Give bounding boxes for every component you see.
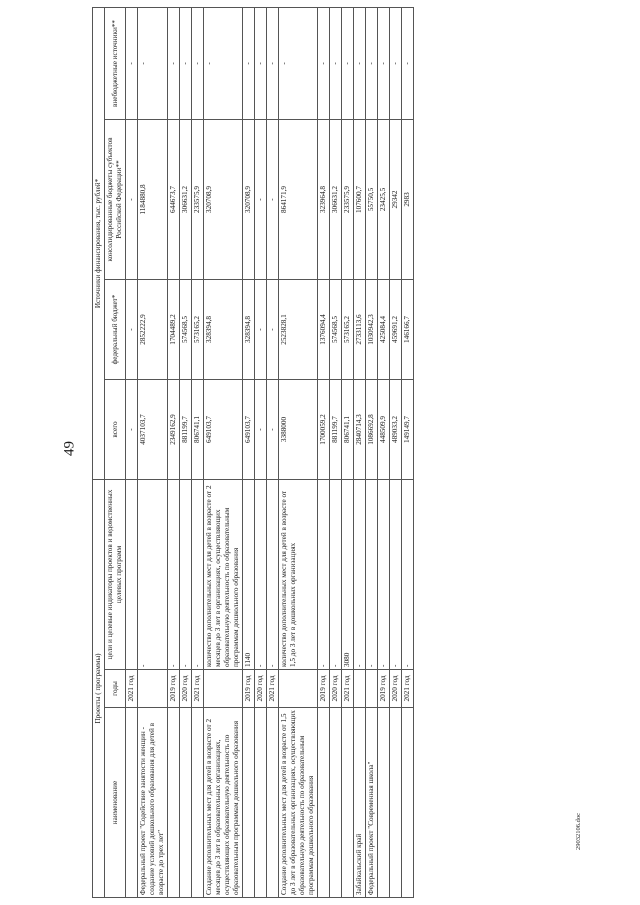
cell-year: 2021 год [192, 670, 204, 708]
cell-year [366, 670, 378, 708]
cell-goal: - [378, 479, 390, 669]
cell-offbudget: - [378, 7, 390, 119]
cell-consolidated: 233575,9 [192, 119, 204, 279]
cell-year: 2021 год [402, 670, 414, 708]
cell-goal: - [267, 479, 279, 669]
cell-year: 2019 год [168, 670, 180, 708]
cell-name [168, 708, 180, 898]
cell-offbudget: - [354, 7, 366, 119]
cell-year: 2021 год [342, 670, 354, 708]
cell-total: 881199,7 [330, 379, 342, 479]
cell-consolidated: - [255, 119, 267, 279]
cell-name [255, 708, 267, 898]
cell-federal: - [255, 279, 267, 379]
cell-goal: - [192, 479, 204, 669]
cell-name [390, 708, 402, 898]
cell-consolidated: 1184880,8 [138, 119, 168, 279]
cell-offbudget: - [168, 7, 180, 119]
cell-name [180, 708, 192, 898]
cell-year: 2019 год [318, 670, 330, 708]
cell-total: 4037103,7 [138, 379, 168, 479]
cell-goal: - [354, 479, 366, 669]
cell-federal: 573165,2 [342, 279, 354, 379]
cell-federal: - [126, 279, 138, 379]
cell-total: 881199,7 [180, 379, 192, 479]
cell-consolidated: 107600,7 [354, 119, 366, 279]
cell-federal: 1030942,3 [366, 279, 378, 379]
table-row [243, 7, 255, 897]
table-body [126, 7, 414, 897]
cell-year: 2020 год [390, 670, 402, 708]
cell-offbudget: - [279, 7, 318, 119]
header-goals: цели и целевые индикаторы проектов и ведомственных целевых программ [105, 479, 126, 669]
cell-total: 806741,1 [342, 379, 354, 479]
cell-total: 448509,9 [378, 379, 390, 479]
cell-consolidated: 320708,9 [204, 119, 243, 279]
cell-total: 649103,7 [204, 379, 243, 479]
cell-offbudget: - [267, 7, 279, 119]
cell-federal: 425084,4 [378, 279, 390, 379]
table-row [279, 7, 318, 897]
cell-federal: 459691,2 [390, 279, 402, 379]
cell-federal: 2733113,6 [354, 279, 366, 379]
page-number: 49 [61, 441, 78, 456]
cell-consolidated: 29342 [390, 119, 402, 279]
cell-federal: - [267, 279, 279, 379]
cell-name [318, 708, 330, 898]
cell-consolidated: 864171,9 [279, 119, 318, 279]
cell-federal: 574568,5 [330, 279, 342, 379]
cell-offbudget: - [318, 7, 330, 119]
header-total: всего [105, 379, 126, 479]
cell-consolidated: 644673,7 [168, 119, 180, 279]
cell-offbudget: - [126, 7, 138, 119]
header-years: годы [105, 670, 126, 708]
table-row [204, 7, 243, 897]
table-row [330, 7, 342, 897]
table-row [390, 7, 402, 897]
cell-consolidated: 55750,5 [366, 119, 378, 279]
cell-offbudget: - [180, 7, 192, 119]
cell-goal [126, 479, 138, 669]
cell-goal: количество дополнительных мест для детей в возрасте от 2 месяцев до 3 лет в организациях, осуществляющих образовательную деятельность по образовательным программам дошкольного образования [204, 479, 243, 669]
cell-year [138, 670, 168, 708]
cell-federal: 146166,7 [402, 279, 414, 379]
cell-goal: - [366, 479, 378, 669]
table-row [402, 7, 414, 897]
cell-federal: 1376094,4 [318, 279, 330, 379]
table-row [168, 7, 180, 897]
table-row [366, 7, 378, 897]
cell-name [126, 708, 138, 898]
header-federal: федеральный бюджет* [105, 279, 126, 379]
cell-name: Федеральный проект "Современная школа" [366, 708, 378, 898]
header-name: наименование [105, 708, 126, 898]
table-row [342, 7, 354, 897]
cell-consolidated: - [126, 119, 138, 279]
cell-total: 2840714,3 [354, 379, 366, 479]
cell-goal: - [138, 479, 168, 669]
cell-name: Федеральный проект "Содействие занятости женщин - создание условий дошкольного образования для детей в возрасте до трех лет" [138, 708, 168, 898]
cell-federal: 328394,8 [243, 279, 255, 379]
cell-goal: 1140 [243, 479, 255, 669]
cell-year [279, 670, 318, 708]
cell-name [243, 708, 255, 898]
cell-consolidated: - [267, 119, 279, 279]
cell-year [204, 670, 243, 708]
table-row [126, 7, 138, 897]
cell-total: 806741,1 [192, 379, 204, 479]
cell-total: 1086692,8 [366, 379, 378, 479]
cell-goal: 3080 [342, 479, 354, 669]
cell-offbudget: - [366, 7, 378, 119]
table-row [267, 7, 279, 897]
cell-total: 1700059,2 [318, 379, 330, 479]
table-row [138, 7, 168, 897]
cell-name: Создание дополнительных мест для детей в возрасте от 2 месяцев до 3 лет в образовательных организациях, осуществляющих образовательную деятельность по образовательным программам дошкольного образования [204, 708, 243, 898]
cell-offbudget: - [243, 7, 255, 119]
cell-federal: 2852222,9 [138, 279, 168, 379]
cell-year: 2019 год [378, 670, 390, 708]
cell-name [267, 708, 279, 898]
cell-consolidated: 306631,2 [330, 119, 342, 279]
cell-goal: - [402, 479, 414, 669]
header-consolidated: консолидированные бюджеты субъектов Российской Федерации** [105, 119, 126, 279]
cell-federal: 1704489,2 [168, 279, 180, 379]
cell-consolidated: 320708,9 [243, 119, 255, 279]
cell-consolidated: 23425,5 [378, 119, 390, 279]
cell-offbudget: - [342, 7, 354, 119]
cell-goal: - [330, 479, 342, 669]
cell-name [378, 708, 390, 898]
rotated-table-container [92, 8, 625, 898]
cell-offbudget: - [330, 7, 342, 119]
table-row [180, 7, 192, 897]
cell-total: - [267, 379, 279, 479]
table-row [255, 7, 267, 897]
cell-year: 2020 год [180, 670, 192, 708]
cell-total: 2349162,9 [168, 379, 180, 479]
cell-total: 149149,7 [402, 379, 414, 479]
header-offbudget: внебюджетные источники** [105, 7, 126, 119]
cell-federal: 2523828,1 [279, 279, 318, 379]
cell-name [330, 708, 342, 898]
cell-offbudget: - [204, 7, 243, 119]
cell-offbudget: - [390, 7, 402, 119]
table-row [318, 7, 330, 897]
cell-federal: 328394,8 [204, 279, 243, 379]
cell-total: 489033,2 [390, 379, 402, 479]
cell-offbudget: - [255, 7, 267, 119]
cell-name [402, 708, 414, 898]
cell-year: 2021 год [267, 670, 279, 708]
cell-name [192, 708, 204, 898]
cell-goal: количество дополнительных мест для детей в возрасте от 1,5 до 3 лет в дошкольных организациях [279, 479, 318, 669]
cell-goal: - [180, 479, 192, 669]
cell-offbudget: - [402, 7, 414, 119]
cell-name: Забайкальский край [354, 708, 366, 898]
cell-consolidated: 2983 [402, 119, 414, 279]
cell-offbudget: - [192, 7, 204, 119]
cell-consolidated: 323964,8 [318, 119, 330, 279]
cell-year: 2019 год [243, 670, 255, 708]
cell-total: 649103,7 [243, 379, 255, 479]
cell-year [354, 670, 366, 708]
cell-year: 2020 год [255, 670, 267, 708]
cell-offbudget: - [138, 7, 168, 119]
cell-consolidated: 306631,2 [180, 119, 192, 279]
table-row [192, 7, 204, 897]
cell-name: Создание дополнительных мест для детей в возрасте от 1,5 до 3 лет в образовательных организациях, осуществляющих образовательную деятельность по образовательным программам дошкольного образования [279, 708, 318, 898]
cell-total: - [126, 379, 138, 479]
cell-goal: - [168, 479, 180, 669]
cell-goal: - [318, 479, 330, 669]
cell-total: 3388000 [279, 379, 318, 479]
table-row [354, 7, 366, 897]
financing-table [92, 7, 414, 898]
cell-federal: 573165,2 [192, 279, 204, 379]
cell-consolidated: 233575,9 [342, 119, 354, 279]
header-sources: Источники финансирования, тыс. рублей* [93, 7, 105, 479]
cell-year: 2020 год [330, 670, 342, 708]
cell-name [342, 708, 354, 898]
cell-total: - [255, 379, 267, 479]
cell-goal: - [255, 479, 267, 669]
cell-year: 2021 год [126, 670, 138, 708]
cell-federal: 574568,5 [180, 279, 192, 379]
cell-goal: - [390, 479, 402, 669]
header-projects: Проекты ( программы) [93, 479, 105, 897]
document-footer: 29032106.doc [575, 812, 582, 850]
table-row [378, 7, 390, 897]
